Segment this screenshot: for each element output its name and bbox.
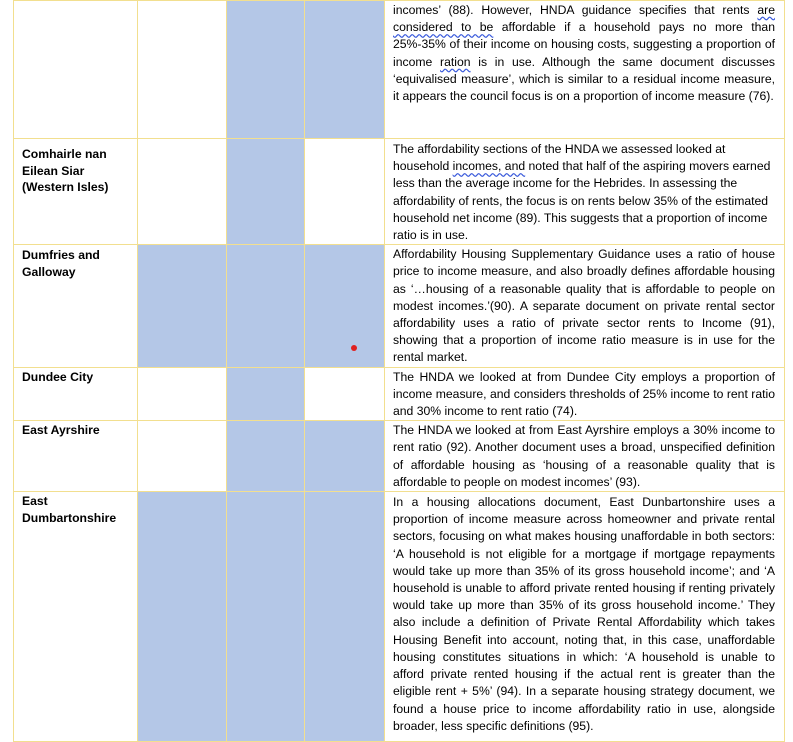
indicator-cell — [305, 139, 385, 245]
description-cell: incomes’ (88). However, HNDA guidance specifies that rents are considered to be affordable if a household pays no more than 25%-35% of their income on housing costs, suggesting a proportion of income ration is in use. Although the same document discusses ‘equivalised measure’, which is similar to a residual income measure, it appears the council focus is on a proportion of income measure (76). — [385, 1, 785, 139]
indicator-cell — [227, 139, 305, 245]
table-row — [14, 421, 785, 492]
council-name-cell: Dundee City — [14, 367, 138, 421]
spellcheck-underline: ration — [440, 54, 471, 69]
indicator-cell — [138, 367, 227, 421]
description-cell: Affordability Housing Supplementary Guidance uses a ratio of house price to income measure, and also broadly defines affordable housing as ‘…housing of a reasonable quality that is affordable to people on modest incomes.’(90). A separate document on private rental sector affordability uses a ratio of private sector rents to Income (91), showing that a proportion of income ratio measure is in use for the rental market. — [385, 245, 785, 367]
indicator-cell — [305, 492, 385, 742]
indicator-cell — [305, 1, 385, 139]
council-name-cell — [14, 1, 138, 139]
indicator-cell — [227, 1, 305, 139]
table-row — [14, 492, 785, 742]
council-name-cell: Comhairle nan Eilean Siar (Western Isles) — [14, 139, 138, 245]
council-name-cell: Dumfries and Galloway — [14, 245, 138, 367]
council-name-cell: East Ayrshire — [14, 421, 138, 492]
indicator-cell — [138, 492, 227, 742]
indicator-cell — [138, 245, 227, 367]
indicator-cell — [227, 421, 305, 492]
table-row — [14, 139, 785, 245]
indicator-cell — [138, 139, 227, 245]
spellcheck-underline: incomes, and — [452, 159, 526, 174]
indicator-cell — [305, 421, 385, 492]
red-marker-dot — [351, 345, 357, 351]
indicator-cell — [305, 367, 385, 421]
indicator-cell — [227, 367, 305, 421]
description-cell: The affordability sections of the HNDA we assessed looked at household incomes, and noted that half of the aspiring movers earned less than the average income for the Hebrides. In assessing the affordability of rents, the focus is on rents below 35% of the estimated household net income (89). This suggests that a proportion of income ratio is in use. — [385, 139, 785, 245]
description-cell: In a housing allocations document, East Dunbartonshire uses a proportion of income measure across homeowner and private rental sectors, focusing on what makes housing unaffordable in both sectors: ‘A household is not eligible for a mortgage if mortgage repayments would take up more than 35% of its gross household income’; and ‘A household is unable to afford private rented housing if renting privately would take up more than 35% of its gross household income.’ They also include a definition of Private Rental Affordability which takes Housing Benefit into account, noting that, in this case, unaffordable housing constitutes situations in which: ‘A household is unable to afford private rented housing if the actual rent is greater than the eligible rent + 5%’ (94). In a separate housing strategy document, we found a house price to income affordability ratio in use, alongside broader, less specific definitions (95). — [385, 492, 785, 742]
indicator-cell — [305, 245, 385, 367]
table-row — [14, 1, 785, 139]
spellcheck-underline: are considered to be — [393, 3, 775, 35]
table-row — [14, 245, 785, 367]
indicator-cell — [227, 245, 305, 367]
indicator-cell — [227, 492, 305, 742]
indicator-cell — [138, 421, 227, 492]
indicator-cell — [138, 1, 227, 139]
affordability-table — [13, 0, 785, 742]
description-cell: The HNDA we looked at from Dundee City employs a proportion of income measure, and considers thresholds of 25% income to rent ratio and 30% income to rent ratio (74). — [385, 367, 785, 421]
table-row — [14, 367, 785, 421]
council-name-cell: East Dumbartonshire — [14, 492, 138, 742]
description-cell: The HNDA we looked at from East Ayrshire employs a 30% income to rent ratio (92). Another document uses a broad, unspecified definition of affordable housing as ‘housing of a reasonable quality that is affordable to people on modest incomes’ (93). — [385, 421, 785, 492]
